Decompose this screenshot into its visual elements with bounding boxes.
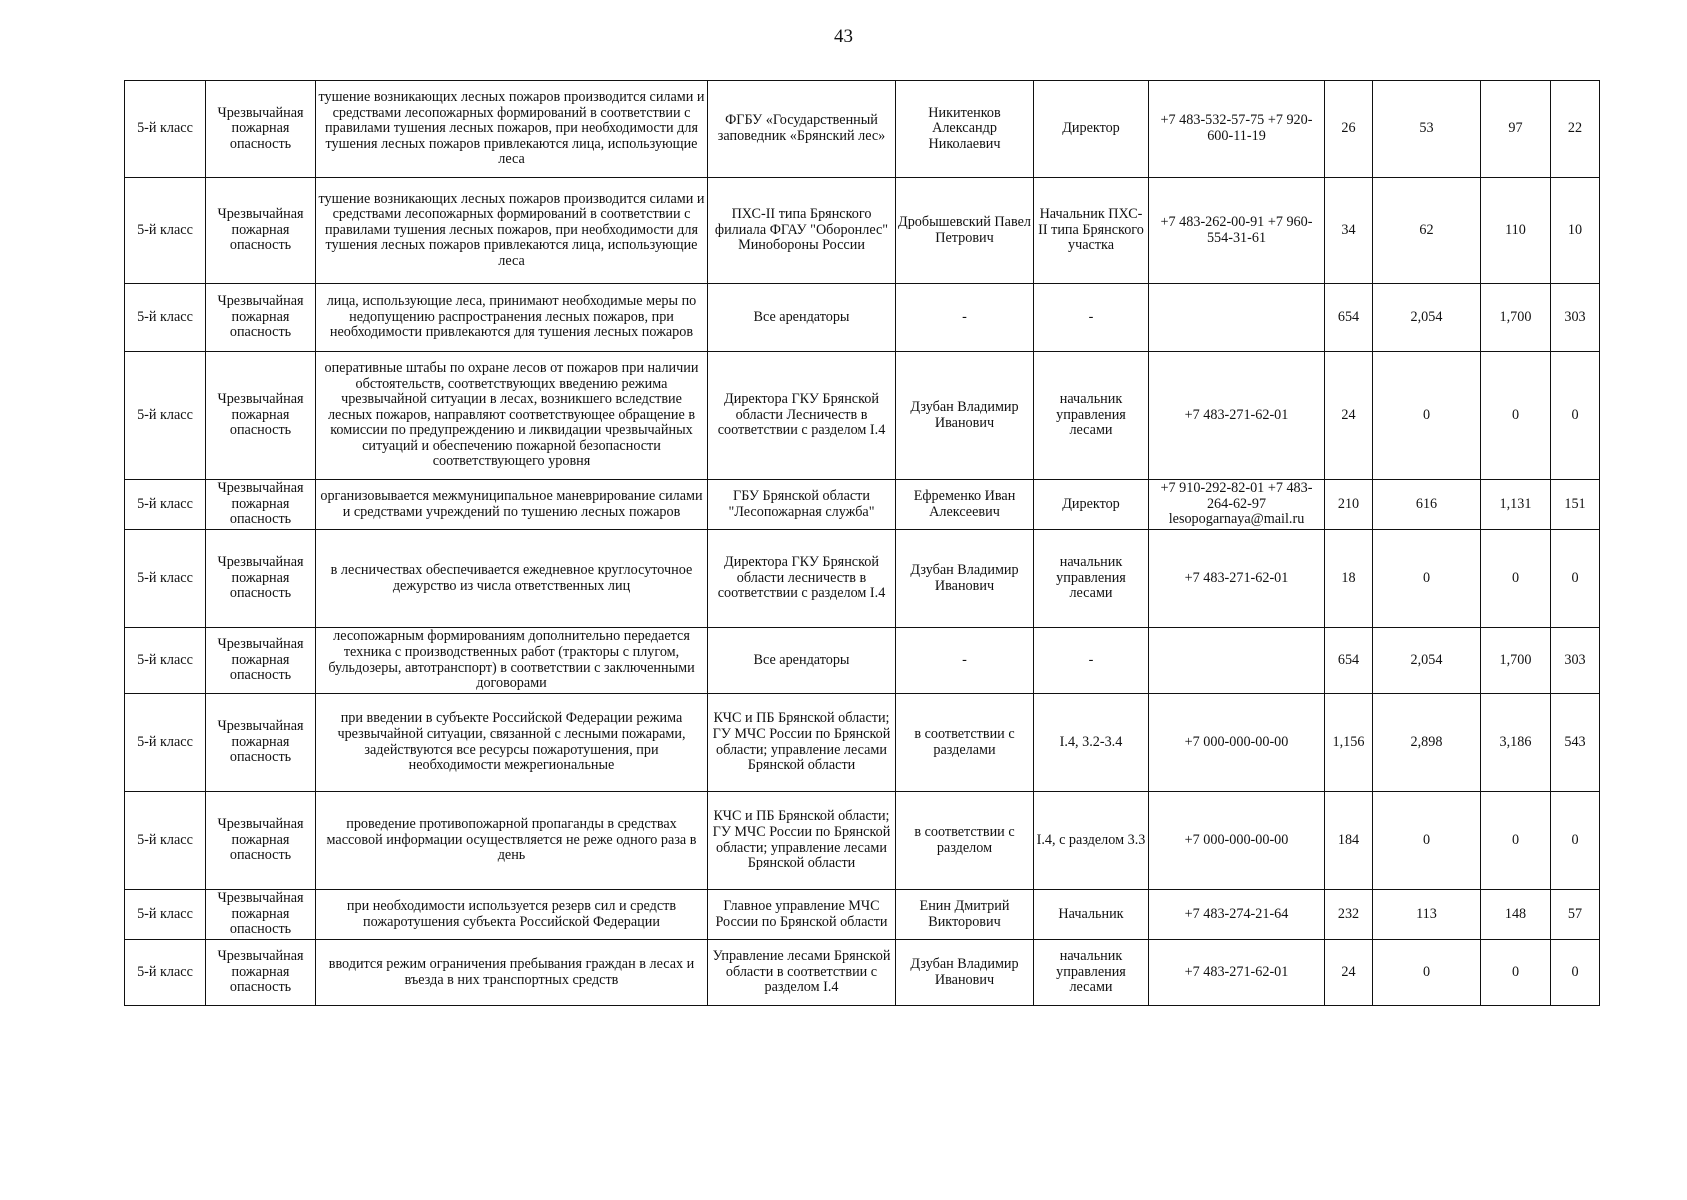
responsible-person-cell: Дзубан Владимир Иванович xyxy=(896,940,1034,1006)
danger-level-cell: Чрезвычайная пожарная опасность xyxy=(206,178,316,284)
fire-class-cell: 5-й класс xyxy=(125,480,206,530)
count-1-cell: 654 xyxy=(1325,628,1373,694)
count-1-cell: 184 xyxy=(1325,792,1373,890)
fire-response-table xyxy=(124,80,1600,1006)
count-3-cell: 0 xyxy=(1481,940,1551,1006)
organization-cell: Все арендаторы xyxy=(708,284,896,352)
count-3-cell: 0 xyxy=(1481,530,1551,628)
danger-level-cell: Чрезвычайная пожарная опасность xyxy=(206,352,316,480)
count-3-cell: 1,131 xyxy=(1481,480,1551,530)
responsible-person-cell: - xyxy=(896,284,1034,352)
count-1-cell: 232 xyxy=(1325,890,1373,940)
count-4-cell: 0 xyxy=(1551,530,1600,628)
danger-level-cell: Чрезвычайная пожарная опасность xyxy=(206,940,316,1006)
phone-cell: +7 000-000-00-00 xyxy=(1149,694,1325,792)
position-cell: начальник управления лесами xyxy=(1034,352,1149,480)
measure-cell: тушение возникающих лесных пожаров производится силами и средствами лесопожарных формирований в соответствии с правилами тушения лесных пожаров, при необходимости для тушения лесных пожаров привлекаются лица, использующие леса xyxy=(316,81,708,178)
organization-cell: КЧС и ПБ Брянской области; ГУ МЧС России по Брянской области; управление лесами Брянской области xyxy=(708,792,896,890)
table-row xyxy=(125,480,1600,530)
table-row xyxy=(125,284,1600,352)
measure-cell: при введении в субъекте Российской Федерации режима чрезвычайной ситуации, связанной с лесными пожарами, задействуются все ресурсы пожаротушения, при необходимости межрегиональные xyxy=(316,694,708,792)
measure-cell: организовывается межмуниципальное маневрирование силами и средствами учреждений по тушению лесных пожаров xyxy=(316,480,708,530)
position-cell: I.4, 3.2-3.4 xyxy=(1034,694,1149,792)
organization-cell: Директора ГКУ Брянской области Лесничеств в соответствии с разделом I.4 xyxy=(708,352,896,480)
page-number: 43 xyxy=(834,26,853,47)
count-1-cell: 210 xyxy=(1325,480,1373,530)
position-cell: Директор xyxy=(1034,480,1149,530)
measure-cell: лесопожарным формированиям дополнительно передается техника с производственных работ (тракторы с плугом, бульдозеры, автотранспорт) в соответствии с заключенными договорами xyxy=(316,628,708,694)
count-3-cell: 1,700 xyxy=(1481,284,1551,352)
organization-cell: ПХС-II типа Брянского филиала ФГАУ "Оборонлес" Минобороны России xyxy=(708,178,896,284)
count-4-cell: 22 xyxy=(1551,81,1600,178)
danger-level-cell: Чрезвычайная пожарная опасность xyxy=(206,284,316,352)
count-4-cell: 303 xyxy=(1551,628,1600,694)
table-row xyxy=(125,792,1600,890)
measure-cell: при необходимости используется резерв сил и средств пожаротушения субъекта Российской Федерации xyxy=(316,890,708,940)
table-row xyxy=(125,694,1600,792)
phone-cell: +7 910-292-82-01 +7 483-264-62-97 lesopogarnaya@mail.ru xyxy=(1149,480,1325,530)
fire-class-cell: 5-й класс xyxy=(125,890,206,940)
phone-cell: +7 483-271-62-01 xyxy=(1149,940,1325,1006)
count-3-cell: 110 xyxy=(1481,178,1551,284)
fire-class-cell: 5-й класс xyxy=(125,178,206,284)
count-3-cell: 3,186 xyxy=(1481,694,1551,792)
phone-cell: +7 483-532-57-75 +7 920-600-11-19 xyxy=(1149,81,1325,178)
measure-cell: проведение противопожарной пропаганды в средствах массовой информации осуществляется не реже одного раза в день xyxy=(316,792,708,890)
phone-cell: +7 483-274-21-64 xyxy=(1149,890,1325,940)
count-2-cell: 2,898 xyxy=(1373,694,1481,792)
count-4-cell: 303 xyxy=(1551,284,1600,352)
count-2-cell: 53 xyxy=(1373,81,1481,178)
measure-cell: в лесничествах обеспечивается ежедневное круглосуточное дежурство из числа ответственных лиц xyxy=(316,530,708,628)
count-4-cell: 543 xyxy=(1551,694,1600,792)
count-4-cell: 0 xyxy=(1551,352,1600,480)
phone-cell: +7 000-000-00-00 xyxy=(1149,792,1325,890)
count-2-cell: 0 xyxy=(1373,530,1481,628)
count-2-cell: 113 xyxy=(1373,890,1481,940)
responsible-person-cell: в соответствии с разделом xyxy=(896,792,1034,890)
position-cell: начальник управления лесами xyxy=(1034,530,1149,628)
count-1-cell: 1,156 xyxy=(1325,694,1373,792)
phone-cell: +7 483-271-62-01 xyxy=(1149,352,1325,480)
measure-cell: оперативные штабы по охране лесов от пожаров при наличии обстоятельств, соответствующих введению режима чрезвычайной ситуации в лесах, возникшего вследствие лесных пожаров, направляют соответствующее обращение в комиссии по предупреждению и ликвидации чрезвычайных ситуаций и обеспечению пожарной безопасности соответствующего уровня xyxy=(316,352,708,480)
count-1-cell: 18 xyxy=(1325,530,1373,628)
fire-class-cell: 5-й класс xyxy=(125,530,206,628)
fire-class-cell: 5-й класс xyxy=(125,81,206,178)
count-4-cell: 10 xyxy=(1551,178,1600,284)
phone-cell xyxy=(1149,628,1325,694)
count-4-cell: 0 xyxy=(1551,792,1600,890)
responsible-person-cell: Ефременко Иван Алексеевич xyxy=(896,480,1034,530)
organization-cell: Директора ГКУ Брянской области лесничеств в соответствии с разделом I.4 xyxy=(708,530,896,628)
measure-cell: тушение возникающих лесных пожаров производится силами и средствами лесопожарных формирований в соответствии с правилами тушения лесных пожаров, при необходимости для тушения лесных пожаров привлекаются лица, использующие леса xyxy=(316,178,708,284)
danger-level-cell: Чрезвычайная пожарная опасность xyxy=(206,890,316,940)
responsible-person-cell: - xyxy=(896,628,1034,694)
position-cell: I.4, с разделом 3.3 xyxy=(1034,792,1149,890)
danger-level-cell: Чрезвычайная пожарная опасность xyxy=(206,628,316,694)
count-2-cell: 616 xyxy=(1373,480,1481,530)
table-row xyxy=(125,178,1600,284)
count-1-cell: 24 xyxy=(1325,940,1373,1006)
table-row xyxy=(125,530,1600,628)
count-2-cell: 62 xyxy=(1373,178,1481,284)
position-cell: начальник управления лесами xyxy=(1034,940,1149,1006)
responsible-person-cell: Дробышевский Павел Петрович xyxy=(896,178,1034,284)
position-cell: - xyxy=(1034,628,1149,694)
position-cell: - xyxy=(1034,284,1149,352)
responsible-person-cell: Дзубан Владимир Иванович xyxy=(896,530,1034,628)
measure-cell: лица, использующие леса, принимают необходимые меры по недопущению распространения лесных пожаров, при необходимости привлекаются для тушения лесных пожаров xyxy=(316,284,708,352)
organization-cell: Все арендаторы xyxy=(708,628,896,694)
count-1-cell: 24 xyxy=(1325,352,1373,480)
count-2-cell: 0 xyxy=(1373,940,1481,1006)
fire-class-cell: 5-й класс xyxy=(125,694,206,792)
count-2-cell: 2,054 xyxy=(1373,628,1481,694)
table-row xyxy=(125,628,1600,694)
organization-cell: ФГБУ «Государственный заповедник «Брянский лес» xyxy=(708,81,896,178)
organization-cell: Управление лесами Брянской области в соответствии с разделом I.4 xyxy=(708,940,896,1006)
count-2-cell: 0 xyxy=(1373,792,1481,890)
responsible-person-cell: Дзубан Владимир Иванович xyxy=(896,352,1034,480)
count-3-cell: 0 xyxy=(1481,792,1551,890)
fire-class-cell: 5-й класс xyxy=(125,352,206,480)
phone-cell: +7 483-262-00-91 +7 960-554-31-61 xyxy=(1149,178,1325,284)
table-row xyxy=(125,81,1600,178)
count-3-cell: 97 xyxy=(1481,81,1551,178)
phone-cell xyxy=(1149,284,1325,352)
responsible-person-cell: Енин Дмитрий Викторович xyxy=(896,890,1034,940)
danger-level-cell: Чрезвычайная пожарная опасность xyxy=(206,81,316,178)
count-2-cell: 0 xyxy=(1373,352,1481,480)
table-row xyxy=(125,352,1600,480)
organization-cell: ГБУ Брянской области "Лесопожарная служба" xyxy=(708,480,896,530)
fire-class-cell: 5-й класс xyxy=(125,792,206,890)
count-2-cell: 2,054 xyxy=(1373,284,1481,352)
count-3-cell: 1,700 xyxy=(1481,628,1551,694)
responsible-person-cell: в соответствии с разделами xyxy=(896,694,1034,792)
count-1-cell: 26 xyxy=(1325,81,1373,178)
count-4-cell: 0 xyxy=(1551,940,1600,1006)
count-4-cell: 151 xyxy=(1551,480,1600,530)
count-3-cell: 0 xyxy=(1481,352,1551,480)
table-row xyxy=(125,940,1600,1006)
count-1-cell: 654 xyxy=(1325,284,1373,352)
measure-cell: вводится режим ограничения пребывания граждан в лесах и въезда в них транспортных средств xyxy=(316,940,708,1006)
responsible-person-cell: Никитенков Александр Николаевич xyxy=(896,81,1034,178)
table-row xyxy=(125,890,1600,940)
count-3-cell: 148 xyxy=(1481,890,1551,940)
position-cell: Начальник ПХС-II типа Брянского участка xyxy=(1034,178,1149,284)
danger-level-cell: Чрезвычайная пожарная опасность xyxy=(206,530,316,628)
fire-class-cell: 5-й класс xyxy=(125,628,206,694)
danger-level-cell: Чрезвычайная пожарная опасность xyxy=(206,792,316,890)
count-1-cell: 34 xyxy=(1325,178,1373,284)
count-4-cell: 57 xyxy=(1551,890,1600,940)
fire-class-cell: 5-й класс xyxy=(125,284,206,352)
position-cell: Директор xyxy=(1034,81,1149,178)
fire-class-cell: 5-й класс xyxy=(125,940,206,1006)
table-body xyxy=(125,81,1600,1006)
danger-level-cell: Чрезвычайная пожарная опасность xyxy=(206,694,316,792)
organization-cell: Главное управление МЧС России по Брянской области xyxy=(708,890,896,940)
organization-cell: КЧС и ПБ Брянской области; ГУ МЧС России по Брянской области; управление лесами Брянской области xyxy=(708,694,896,792)
danger-level-cell: Чрезвычайная пожарная опасность xyxy=(206,480,316,530)
phone-cell: +7 483-271-62-01 xyxy=(1149,530,1325,628)
position-cell: Начальник xyxy=(1034,890,1149,940)
